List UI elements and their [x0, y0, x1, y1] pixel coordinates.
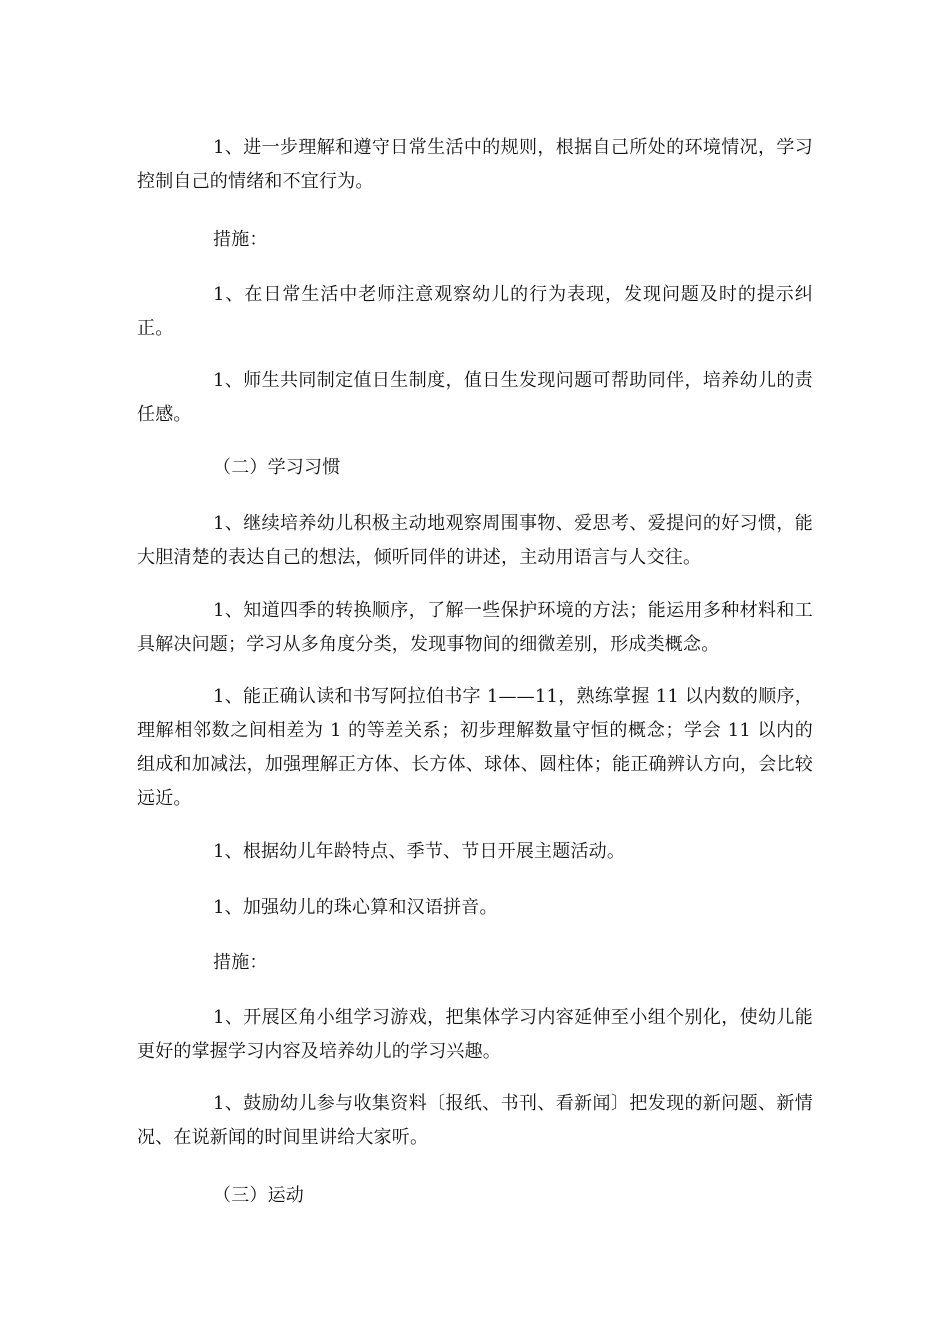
goal-paragraph-seasons: 1、知道四季的转换顺序，了解一些保护环境的方法；能运用多种材料和工具解决问题；学习从多角度分类，发现事物间的细微差别，形成类概念。 [137, 600, 813, 655]
goal-paragraph-habits: 1、继续培养幼儿积极主动地观察周围事物、爱思考、爱提问的好习惯，能大胆清楚的表达自己的想法，倾听同伴的讲述，主动用语言与人交往。 [137, 513, 813, 568]
measure-paragraph-observe: 1、在日常生活中老师注意观察幼儿的行为表现，发现问题及时的提示纠正。 [137, 284, 813, 339]
goal-paragraph-rules: 1、进一步理解和遵守日常生活中的规则，根据自己所处的环境情况，学习控制自己的情绪和不宜行为。 [137, 137, 813, 192]
measure-paragraph-news: 1、鼓励幼儿参与收集资料〔报纸、书刊、看新闻〕把发现的新问题、新情况、在说新闻的时间里讲给大家听。 [137, 1093, 813, 1148]
goal-paragraph-numbers: 1、能正确认读和书写阿拉伯书字 1——11，熟练掌握 11 以内数的顺序，理解相邻数之间相差为 1 的等差关系；初步理解数量守恒的概念；学会 11 以内的组成和加减法，加强理解正方体、长方体、球体、圆柱体；能正确辨认方向，会比较远近。 [137, 686, 813, 809]
measure-paragraph-group-games: 1、开展区角小组学习游戏，把集体学习内容延伸至小组个别化，使幼儿能更好的掌握学习内容及培养幼儿的学习兴趣。 [137, 1007, 813, 1062]
section-heading-sports: （三）运动 [213, 1185, 304, 1206]
goal-paragraph-abacus: 1、加强幼儿的珠心算和汉语拼音。 [213, 897, 498, 918]
measures-label-2: 措施： [213, 952, 268, 973]
goal-paragraph-themes: 1、根据幼儿年龄特点、季节、节日开展主题活动。 [213, 841, 626, 862]
measures-label: 措施： [213, 229, 268, 250]
section-heading-study-habits: （二）学习习惯 [213, 457, 341, 478]
measure-paragraph-duty: 1、师生共同制定值日生制度，值日生发现问题可帮助同伴，培养幼儿的责任感。 [137, 370, 813, 425]
